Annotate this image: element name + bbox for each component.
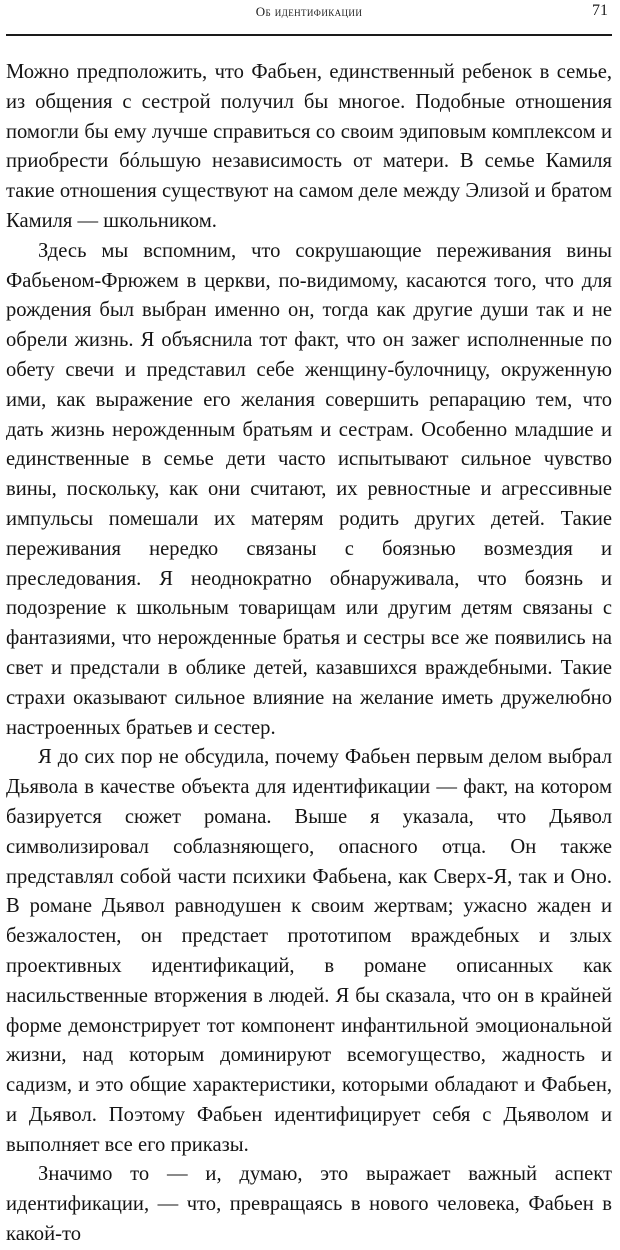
running-header: [6, 0, 612, 36]
running-title: Об идентификации: [255, 4, 363, 19]
paragraph-2: Здесь мы вспомним, что сокрушающие переживания вины Фабьеном-Фрюжем в церкви, по-видимому, касаются того, что для рождения был выбран именно он, тогда как другие души так и не обрели жизнь. Я объяснила тот факт, что он зажег исполненные по обету свечи и представил себе женщину-булочницу, окруженную ими, как выражение его желания совершить репарацию тем, что дать жизнь нерожденным братьям и сестрам. Особенно младшие и единственные в семье дети часто испытывают сильное чувство вины, поскольку, как они считают, их ревностные и агрессивные импульсы помешали их матерям родить других детей. Такие переживания нередко связаны с боязнью возмездия и преследования. Я неоднократно обнаруживала, что боязнь и подозрение к школьным товарищам или другим детям связаны с фантазиями, что нерожденные братья и сестры все же появились на свет и предстали в облике детей, казавшихся враждебными. Такие страхи оказывают сильное влияние на желание иметь дружелюбно настроенных братьев и сестер.: [6, 239, 612, 739]
body-text: [6, 58, 612, 1250]
paragraph-1: Можно предположить, что Фабьен, единственный ребенок в семье, из общения с сестрой получил бы многое. Подобные отношения помогли бы ему лучше справиться со своим эдиповым комплексом и приобрести бóльшую независимость от матери. В семье Камиля такие отношения существуют на самом деле между Элизой и братом Камиля — школьником.: [6, 61, 612, 232]
paragraph-3: Я до сих пор не обсудила, почему Фабьен первым делом выбрал Дьявола в качестве объекта для идентификации — факт, на котором базируется сюжет романа. Выше я указала, что Дьявол символизировал соблазняющего, опасного отца. Он также представлял собой части психики Фабьена, как Сверх-Я, так и Оно. В романе Дьявол равнодушен к своим жертвам; ужасно жаден и безжалостен, он предстает прототипом враждебных и злых проективных идентификаций, в романе описанных как насильственные вторжения в людей. Я бы сказала, что он в крайней форме демонстрирует тот компонент инфантильной эмоциональной жизни, над которым доминируют всемогущество, жадность и садизм, и это общие характеристики, которыми обладают и Фабьен, и Дьявол. Поэтому Фабьен идентифицирует себя с Дьяволом и выполняет все его приказы.: [6, 746, 612, 1156]
paragraph-4: Значимо то — и, думаю, это выражает важный аспект идентификации, — что, превращаясь в нового человека, Фабьен в какой-то: [6, 1163, 612, 1246]
page-number: 71: [592, 2, 608, 19]
